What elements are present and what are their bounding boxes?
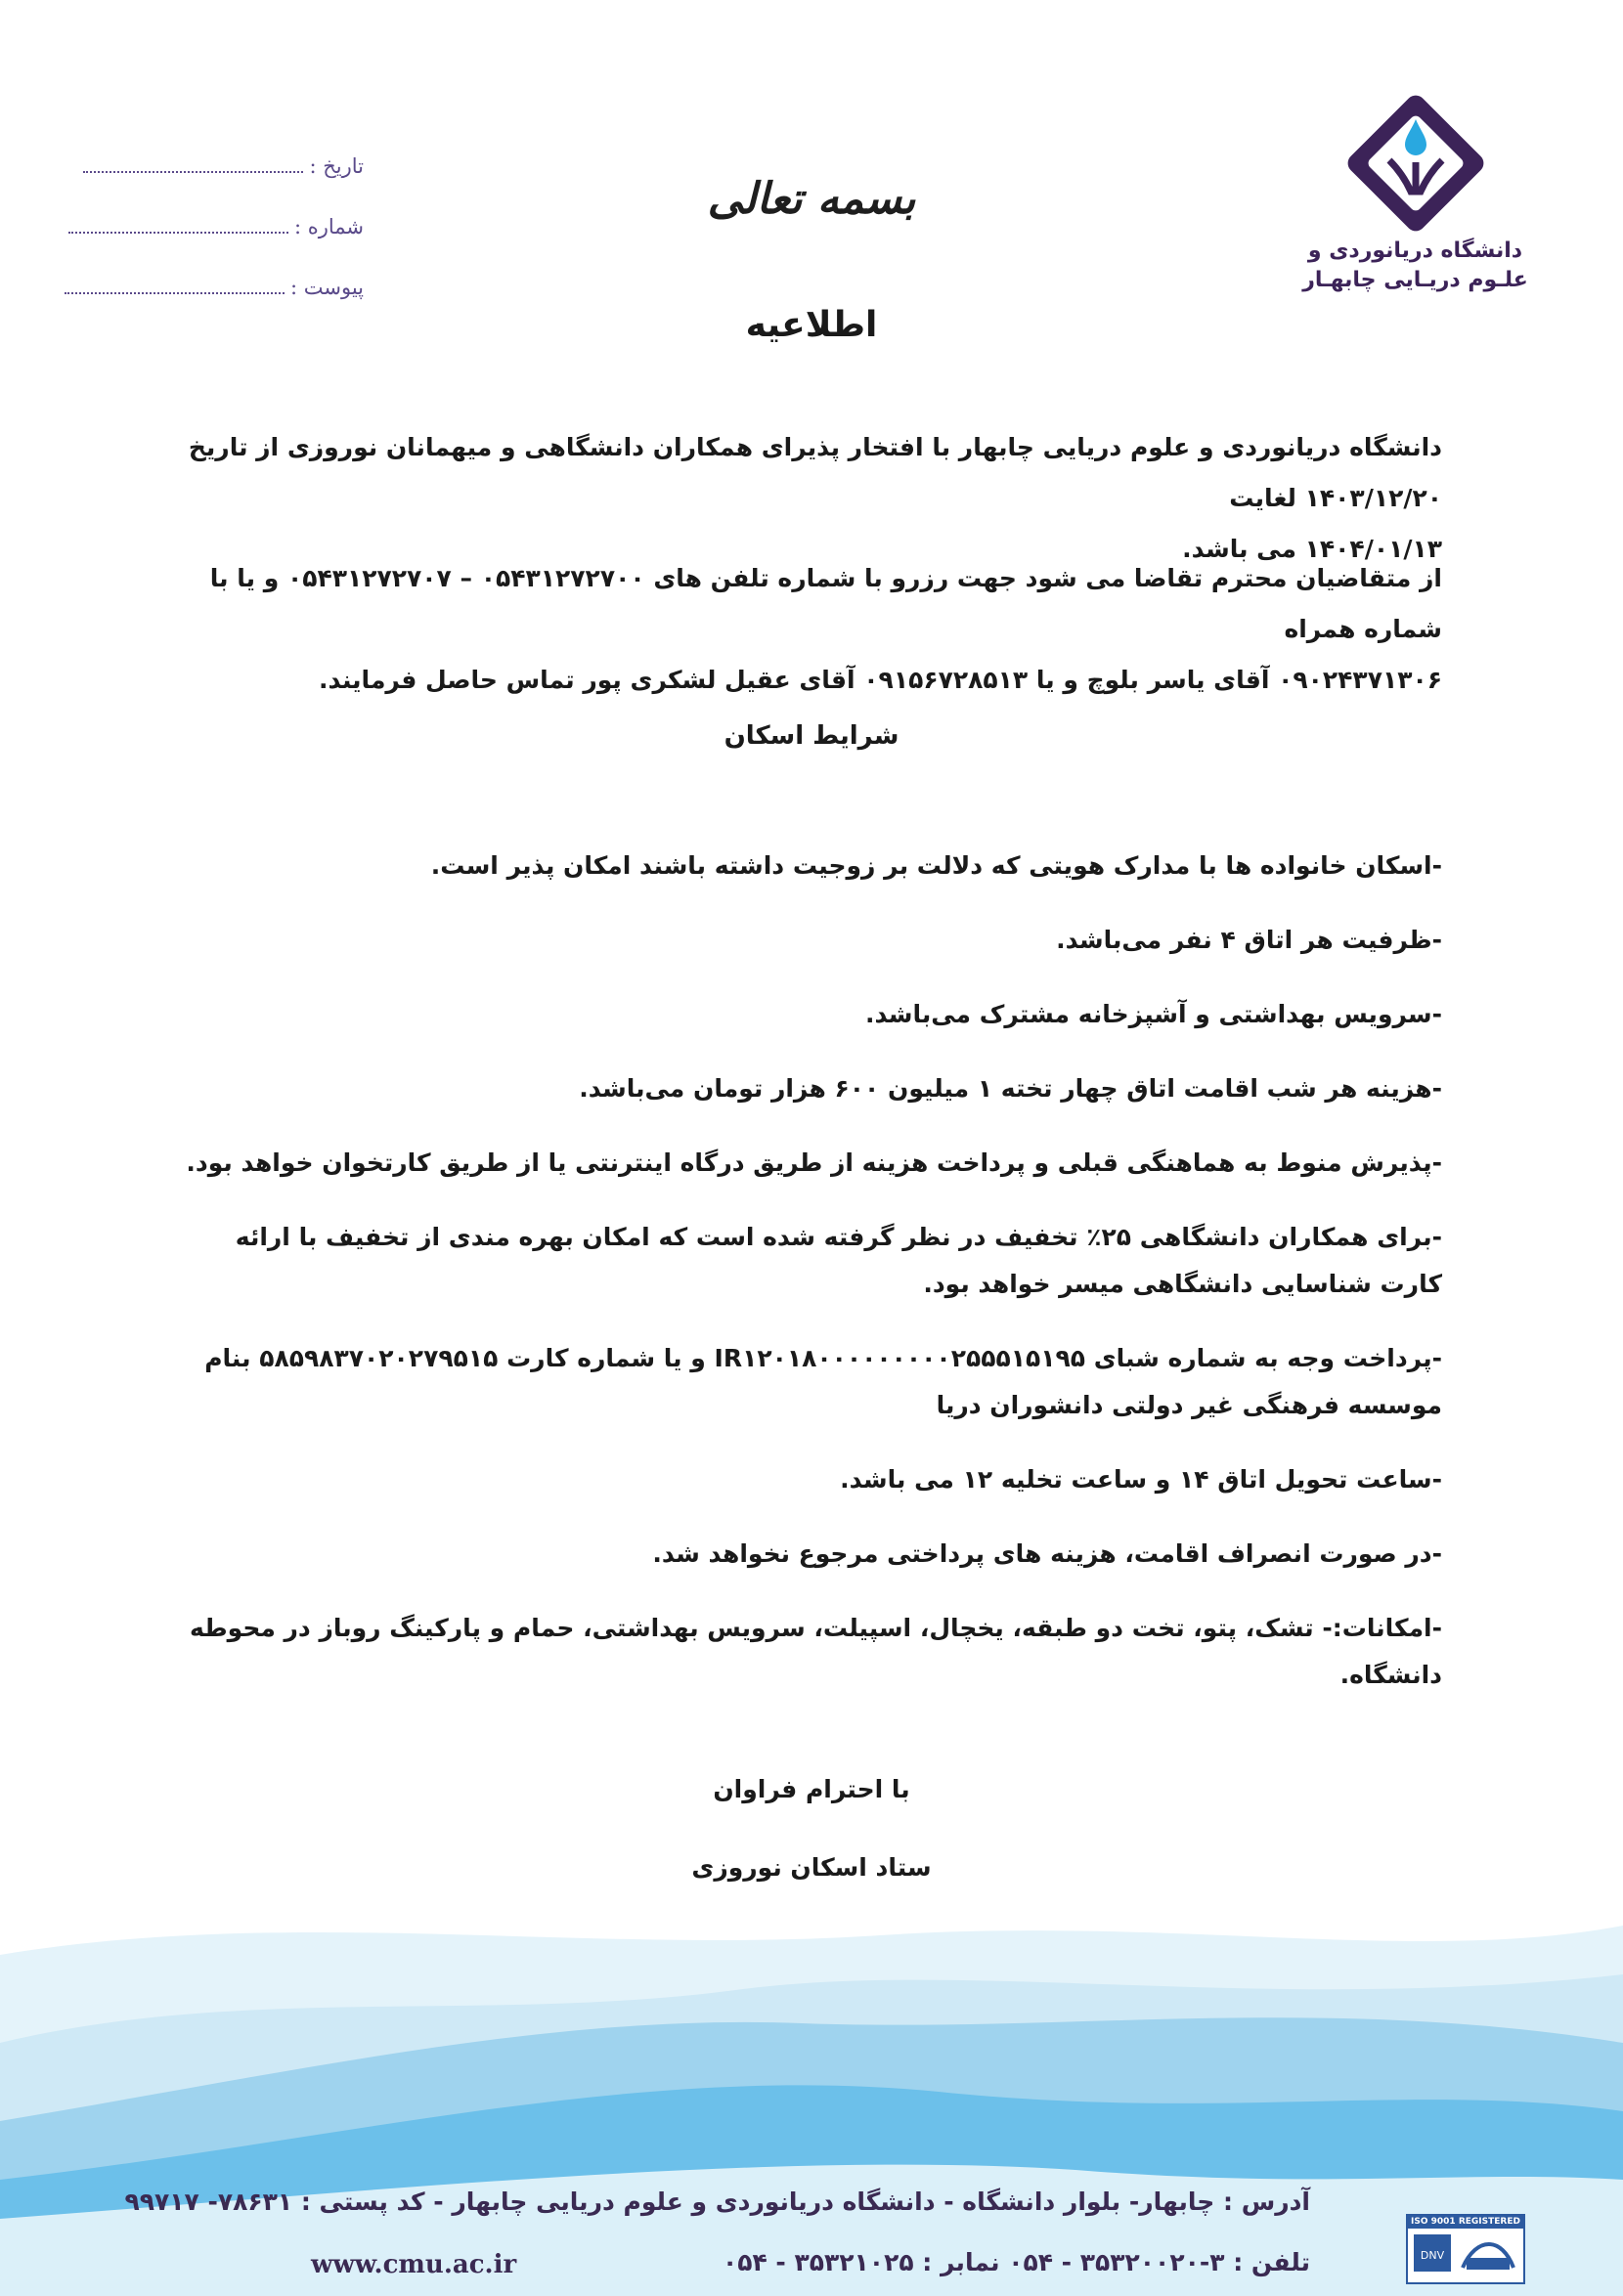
condition-item: -ساعت تحویل اتاق ۱۴ و ساعت تخلیه ۱۲ می باشد.: [840, 1465, 1442, 1494]
bismillah-heading: بسمه تعالی: [707, 174, 916, 224]
number-label: شماره :: [293, 215, 364, 238]
condition-item: -اسکان خانواده ها با مدارک هویتی که دلالت بر زوجیت داشته باشند امکان پذیر است.: [430, 851, 1442, 880]
iso-certification-badge: [1406, 2214, 1525, 2284]
intro-line-1: دانشگاه دریانوردی و علوم دریایی چابهار با افتخار پذیرای همکاران دانشگاهی و میهمانان نوروزی از تاریخ ۱۴۰۳/۱۲/۲۰ لغایت: [188, 433, 1442, 512]
date-dotted-line: [83, 159, 303, 173]
attachment-label: پیوست :: [290, 276, 364, 299]
footer-wave-decoration: [0, 1896, 1623, 2296]
date-label: تاریخ :: [309, 154, 364, 178]
contact-line-2: ۰۹۰۲۴۳۷۱۳۰۶ آقای یاسر بلوچ و یا ۰۹۱۵۶۷۲۸۵۱۳ آقای عقیل لشکری پور تماس حاصل فرمایند.: [319, 666, 1442, 694]
footer-website-link[interactable]: www.cmu.ac.ir: [311, 2250, 517, 2279]
condition-item: -سرویس بهداشتی و آشپزخانه مشترک می‌باشد.: [864, 1000, 1442, 1028]
iso-label: ISO 9001 REGISTERED: [1408, 2216, 1523, 2229]
intro-line-2: ۱۴۰۴/۰۱/۱۳ می باشد.: [1182, 535, 1442, 563]
condition-item: -پذیرش منوط به هماهنگی قبلی و پرداخت هزینه از طریق درگاه اینترنتی یا از طریق کارتخوان خواهد بود.: [186, 1148, 1442, 1177]
iso-brand-text: DNV: [1420, 2249, 1445, 2262]
condition-item: -امکانات:- تشک، پتو، تخت دو طبقه، یخچال، اسپیلت، سرویس بهداشتی، حمام و پارکینگ روباز در محوطه دانشگاه.: [189, 1614, 1442, 1689]
logo-text-line-1: دانشگاه دریانوردی و: [1307, 238, 1523, 263]
attachment-dotted-line: [65, 281, 285, 294]
condition-item: -پرداخت وجه به شماره شبای IR۱۲۰۱۸۰۰۰۰۰۰۰۰۰۲۵۵۵۱۵۱۹۵ و یا شماره کارت ۵۸۵۹۸۳۷۰۲۰۲۷۹۵۱۵ بنام موسسه فرهنگی غیر دولتی دانشوران دریا: [204, 1344, 1442, 1419]
contact-line-1: از متقاضیان محترم تقاضا می شود جهت رزرو با شماره تلفن های ۰۵۴۳۱۲۷۲۷۰۰ – ۰۵۴۳۱۲۷۲۷۰۷ و یا با شماره همراه: [209, 564, 1442, 643]
closing-signature: ستاد اسکان نوروزی: [691, 1853, 932, 1882]
attachment-field: [61, 276, 364, 299]
logo-text-line-2: علـوم دریـایی چابهـار: [1302, 268, 1528, 292]
closing-regards: با احترام فراوان: [713, 1775, 910, 1803]
condition-item: -هزینه هر شب اقامت اتاق چهار تخته ۱ میلیون ۶۰۰ هزار تومان می‌باشد.: [579, 1074, 1442, 1103]
page-title: اطلاعیه: [745, 305, 878, 345]
condition-item: -ظرفیت هر اتاق ۴ نفر می‌باشد.: [1056, 926, 1442, 954]
conditions-title: شرایط اسکان: [724, 721, 899, 751]
condition-item: -در صورت انصراف اقامت، هزینه های پرداختی مرجوع نخواهد شد.: [652, 1539, 1442, 1568]
iso-emblem-icon: [1408, 2229, 1519, 2277]
intro-paragraph: [181, 422, 1442, 575]
conditions-list: [171, 843, 1442, 1699]
footer-phone: تلفن : ۳-۳۵۳۲۰۰۲۰ - ۰۵۴ نمابر : ۳۵۳۲۱۰۲۵ - ۰۵۴: [722, 2248, 1310, 2276]
contact-paragraph: [181, 553, 1442, 706]
footer-address: آدرس : چابهار- بلوار دانشگاه - دانشگاه دریانوردی و علوم دریایی چابهار - کد پستی : ۷۸۶۳۱- ۹۹۷۱۷: [124, 2188, 1310, 2216]
condition-item: -برای همکاران دانشگاهی ۲۵٪ تخفیف در نظر گرفته شده است که امکان بهره مندی از تخفیف با ارائه کارت شناسایی دانشگاهی میسر خواهد بود.: [235, 1223, 1442, 1298]
